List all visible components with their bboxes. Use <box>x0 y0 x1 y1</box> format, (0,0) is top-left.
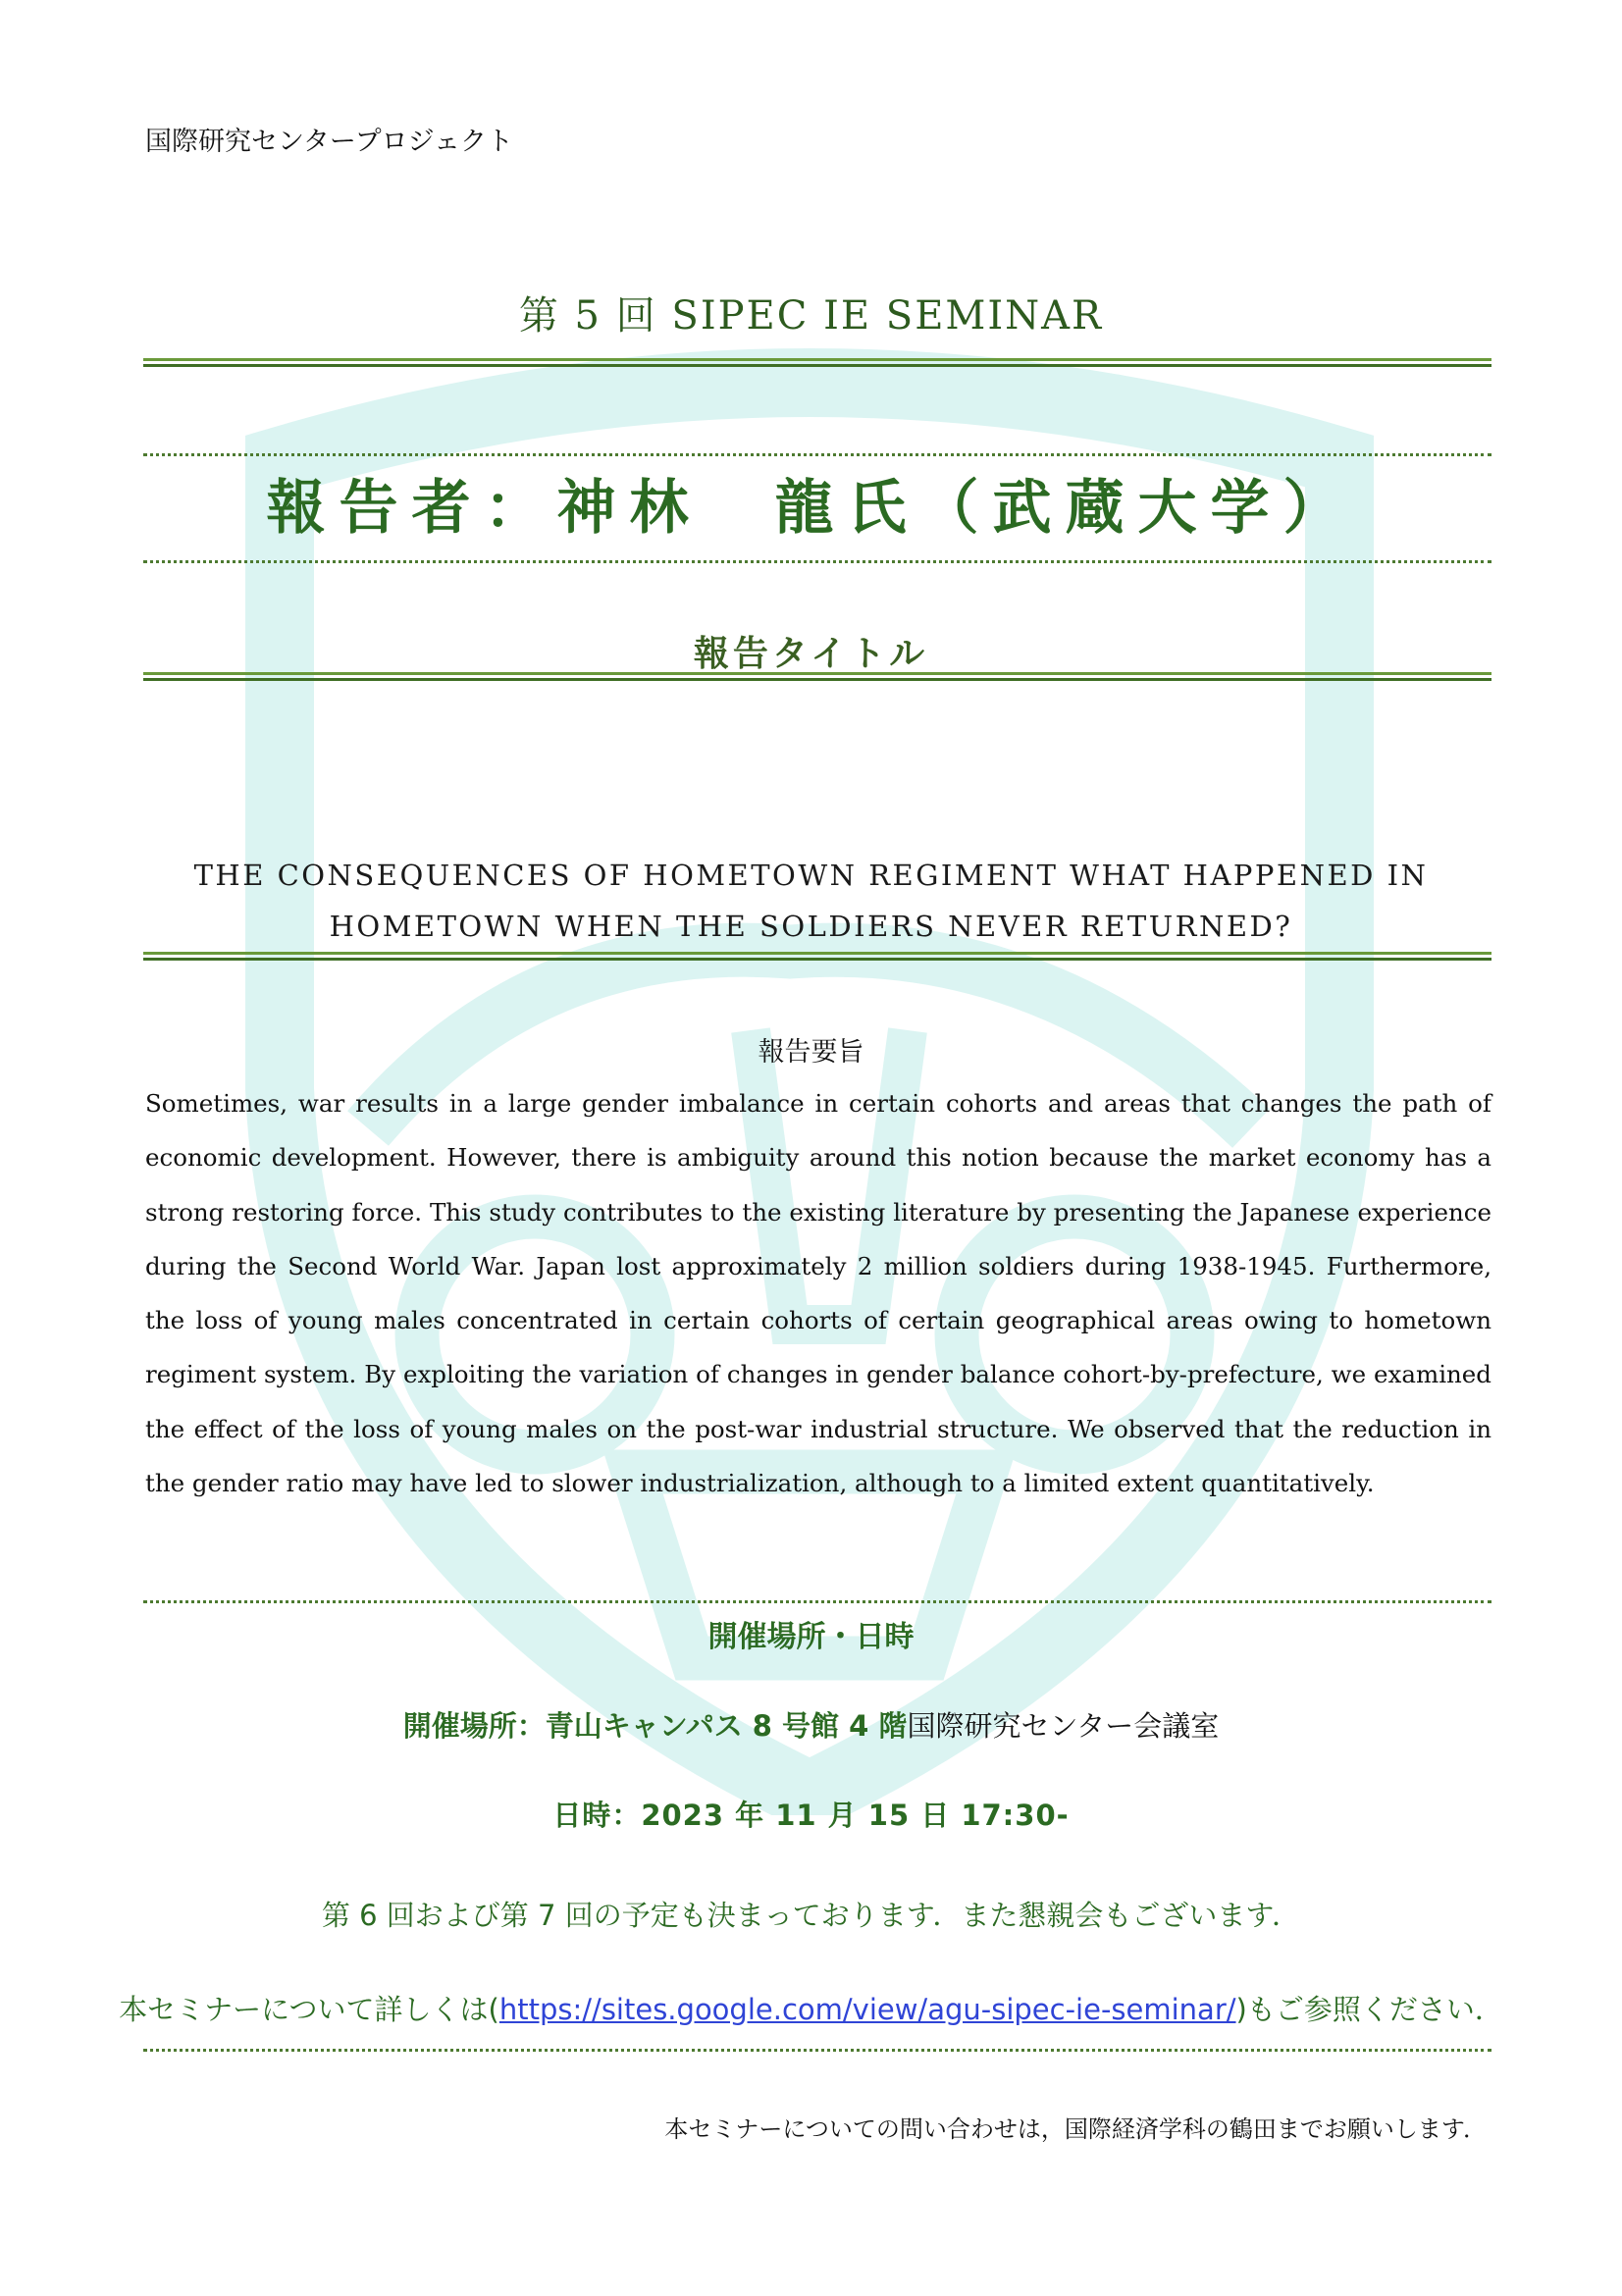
seminar-title: 第 5 回 SIPEC IE SEMINAR <box>518 293 1104 339</box>
paper-title-line: HOMETOWN WHEN THE SOLDIERS NEVER RETURNED? <box>329 910 1293 943</box>
divider <box>143 2049 1491 2052</box>
venue-room: 国際研究センター会議室 <box>907 1709 1220 1743</box>
divider <box>143 358 1491 367</box>
presenter-line: 報告者：神林 龍氏（武蔵大学） <box>266 474 1356 543</box>
divider <box>143 453 1491 456</box>
paper-title <box>137 850 1485 952</box>
abstract-heading: 報告要旨 <box>758 1037 864 1068</box>
venue-building: 青山キャンパス 8 号館 4 階 <box>545 1709 908 1743</box>
venue-line <box>0 1704 1622 1745</box>
contact-note: 本セミナーについての問い合わせは，国際経済学科の鶴田までお願いします． <box>664 2115 1487 2143</box>
divider <box>143 560 1491 563</box>
divider <box>143 672 1491 681</box>
paper-title-line: THE CONSEQUENCES OF HOMETOWN REGIMENT WHAT HAPPENED IN <box>193 859 1429 892</box>
details-suffix: )もご参照ください． <box>1235 1993 1503 2026</box>
report-title-label: 報告タイトル <box>693 634 929 674</box>
project-label: 国際研究センタープロジェクト <box>145 127 514 157</box>
divider <box>143 952 1491 961</box>
event-datetime: 日時：2023 年 11 月 15 日 17:30- <box>552 1799 1070 1832</box>
seminar-website-link[interactable]: https://sites.google.com/view/agu-sipec-ie-seminar/ <box>498 1993 1236 2026</box>
venue-label: 開催場所： <box>402 1709 546 1743</box>
details-line <box>0 1988 1622 2028</box>
venue-heading: 開催場所・日時 <box>707 1620 915 1654</box>
details-prefix: 本セミナーについて詳しくは( <box>119 1993 499 2026</box>
divider <box>143 1600 1491 1603</box>
abstract-body: Sometimes, war results in a large gender imbalance in certain cohorts and areas that changes the path of economic development. However, there is ambiguity around this notion because the market economy has a strong restoring force. This study contributes to the existing literature by presenting the Japanese experience during the Second World War. Japan lost approximately 2 million soldiers during 1938-1945. Furthermore, the loss of young males concentrated in certain cohorts of certain geographical areas owing to hometown regiment system. By exploiting the variation of changes in gender balance cohort-by-prefecture, we examined the effect of the loss of young males on the post-war industrial structure. We observed that the reduction in the gender ratio may have led to slower industrialization, although to a limited extent quantitatively. <box>145 1089 1491 1498</box>
schedule-note: 第 6 回および第 7 回の予定も決まっております．また懇親会もございます． <box>321 1899 1301 1932</box>
